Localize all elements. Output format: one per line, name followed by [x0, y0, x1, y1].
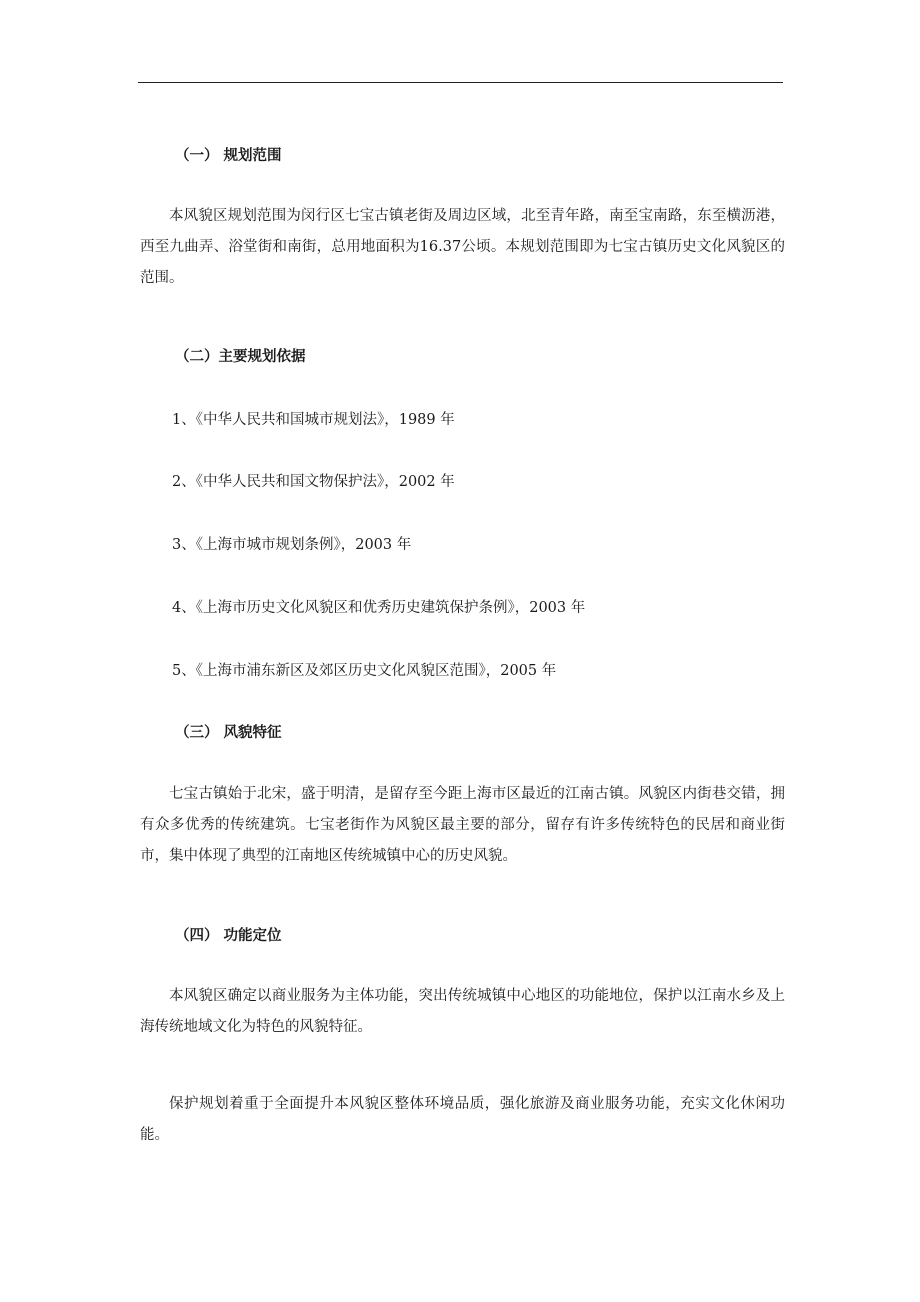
reference-item-1: 1、《中华人民共和国城市规划法》，1989 年 [172, 412, 455, 428]
section-heading-character: （三） 风貌特征 [175, 724, 282, 741]
reference-item-5: 5、《上海市浦东新区及郊区历史文化风貌区范围》，2005 年 [172, 663, 557, 679]
reference-item-3: 3、《上海市城市规划条例》，2003 年 [172, 537, 412, 553]
section-heading-basis: （二）主要规划依据 [175, 348, 306, 365]
section-heading-function: （四） 功能定位 [175, 927, 282, 944]
section-heading-scope: （一） 规划范围 [175, 147, 282, 164]
paragraph-function-2: 保护规划着重于全面提升本风貌区整体环境品质，强化旅游及商业服务功能，充实文化休闲功能。 [140, 1096, 785, 1143]
header-rule [138, 82, 783, 83]
reference-item-2: 2、《中华人民共和国文物保护法》，2002 年 [172, 474, 455, 490]
paragraph-scope: 本风貌区规划范围为闵行区七宝古镇老街及周边区域，北至青年路，南至宝南路，东至横沥港，西至九曲弄、浴堂街和南街，总用地面积为16.37公顷。本规划范围即为七宝古镇历史文化风貌区的范围。 [140, 208, 785, 286]
reference-item-4: 4、《上海市历史文化风貌区和优秀历史建筑保护条例》，2003 年 [172, 600, 586, 616]
paragraph-character: 七宝古镇始于北宋，盛于明清，是留存至今距上海市区最近的江南古镇。风貌区内街巷交错，拥有众多优秀的传统建筑。七宝老街作为风貌区最主要的部分，留存有许多传统特色的民居和商业街市，集中体现了典型的江南地区传统城镇中心的历史风貌。 [140, 786, 785, 864]
paragraph-function-1: 本风貌区确定以商业服务为主体功能，突出传统城镇中心地区的功能地位，保护以江南水乡及上海传统地域文化为特色的风貌特征。 [140, 988, 785, 1035]
